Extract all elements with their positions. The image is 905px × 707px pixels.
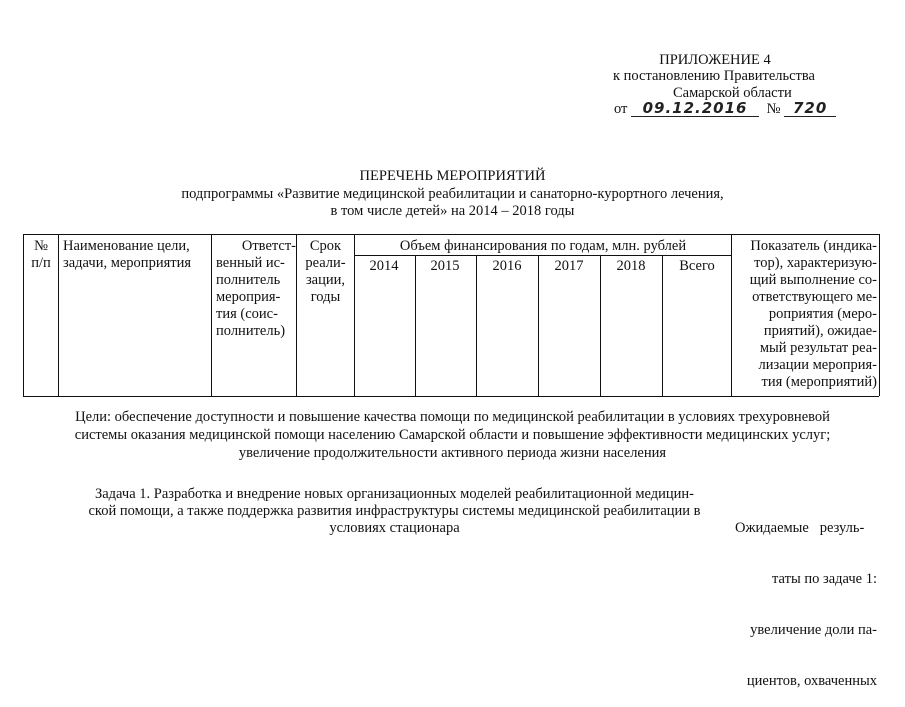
page-title: ПЕРЕЧЕНЬ МЕРОПРИЯТИЙ [359,168,546,184]
appendix-line2: Самарской области [673,85,792,101]
col-indicator-header: Показатель (индика- тор), характеризую- щий выполнение со- ответствующего ме- роприятия (меро- приятий), ожидае- мый результат реа- лизации мероприя- тия (мероприятий) [749,238,877,390]
col-name-header: Наименование цели, задачи, мероприятия [63,238,192,271]
year-total: Всего [679,258,715,274]
table-bottom-border [23,396,879,397]
expected-results: Ожидаемые резуль- таты по задаче 1: увеличение доли па- циентов, охваченных [735,520,877,689]
col-border [538,255,539,396]
col-border [415,255,416,396]
col-number-header: № п/п [31,238,51,271]
page-subtitle-1: подпрограммы «Развитие медицинской реабилитации и санаторно-курортного лечения, [181,186,724,202]
year-2014: 2014 [369,258,399,274]
from-prefix: от [614,101,628,117]
year-2018: 2018 [616,258,646,274]
funding-header-divider [354,255,731,256]
col-border [211,234,212,396]
handwritten-number: 720 [784,101,836,117]
appendix-line1: к постановлению Правительства [613,68,815,84]
year-2016: 2016 [492,258,522,274]
year-2017: 2017 [554,258,584,274]
page-subtitle-2: в том числе детей» на 2014 – 2018 годы [330,203,575,219]
col-border [58,234,59,396]
col-border [731,234,732,396]
col-term-header: Срок реали- зации, годы [305,238,346,305]
col-border [476,255,477,396]
col-border [600,255,601,396]
task-1-paragraph: Задача 1. Разработка и внедрение новых организационных моделей реабилитационной медицин- ской помощи, а также поддержка развития инфраструктуры системы медицинской реабилитации в условиях стационара [88,486,701,536]
handwritten-date: 09.12.2016 [631,101,759,117]
appendix-title: ПРИЛОЖЕНИЕ 4 [659,52,771,68]
col-responsible-header: Ответст- венный ис- полнитель мероприя- тия (соис- полнитель) [216,238,296,339]
appendix-date-line [614,101,836,118]
table-top-border [23,234,879,235]
year-2015: 2015 [430,258,460,274]
col-border [879,234,880,396]
number-label: № [766,101,781,117]
goals-paragraph: Цели: обеспечение доступности и повышение качества помощи по медицинской реабилитации в условиях трехуровневой системы оказания медицинской помощи населению Самарской области и повышение эффективности медицинских услуг; увеличение продолжительности активного периода жизни населения [74,409,831,461]
funding-header: Объем финансирования по годам, млн. рублей [399,238,687,254]
col-border [662,255,663,396]
